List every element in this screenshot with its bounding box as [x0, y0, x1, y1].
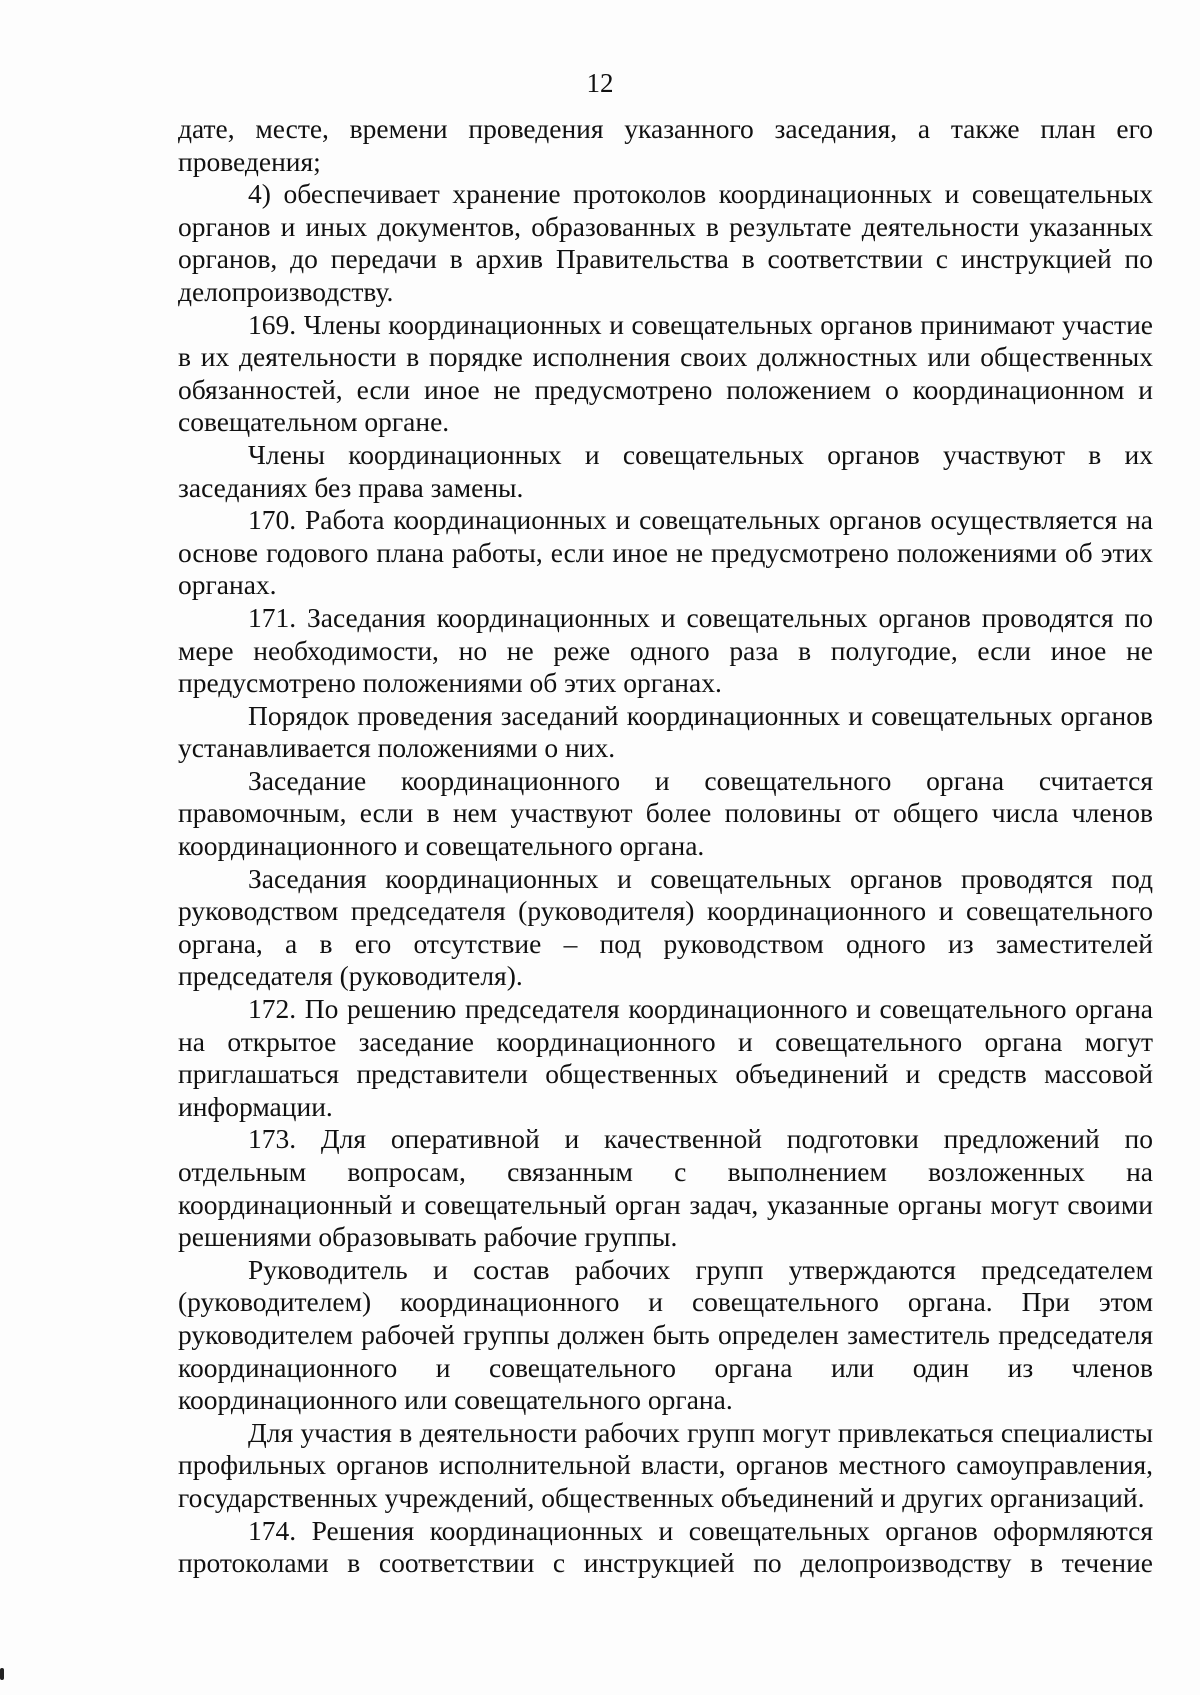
paragraph-11: 173. Для оперативной и качественной подготовки предложений по отдельным вопросам, связанным с выполнением возложенных на координационный и совещательный орган задач, указанные органы могут своими решениями образовывать рабочие группы. — [178, 1123, 1153, 1253]
paragraph-10: 172. По решению председателя координационного и совещательного органа на открытое заседание координационного и совещательного органа могут приглашаться представители общественных объединений и средств массовой информации. — [178, 993, 1153, 1122]
paragraph-7: Порядок проведения заседаний координационных и совещательных органов устанавливается положениями о них. — [178, 699, 1153, 764]
document-body — [178, 113, 1153, 1580]
paragraph-1: дате, месте, времени проведения указанного заседания, а также план его проведения; — [178, 113, 1153, 177]
paragraph-9: Заседания координационных и совещательных органов проводятся под руководством председателя (руководителя) координационного и совещательного органа, а в его отсутствие – под руководством одного из заместителей председателя (руководителя). — [178, 862, 1153, 992]
paragraph-6: 171. Заседания координационных и совещательных органов проводятся по мере необходимости, но не реже одного раза в полугодие, если иное не предусмотрено положениями об этих органах. — [178, 601, 1153, 699]
paragraph-4: Члены координационных и совещательных органов участвуют в их заседаниях без права замены. — [178, 438, 1153, 503]
paragraph-3: 169. Члены координационных и совещательных органов принимают участие в их деятельности в порядке исполнения своих должностных или общественных обязанностей, если иное не предусмотрено положением о координационном и совещательном органе. — [178, 308, 1153, 438]
paragraph-14: 174. Решения координационных и совещательных органов оформляются протоколами в соответствии с инструкцией по делопроизводству в течение — [178, 1514, 1153, 1579]
paragraph-13: Для участия в деятельности рабочих групп могут привлекаться специалисты профильных органов исполнительной власти, органов местного самоуправления, государственных учреждений, общественных объединений и других организаций. — [178, 1416, 1153, 1513]
paragraph-2: 4) обеспечивает хранение протоколов координационных и совещательных органов и иных документов, образованных в результате деятельности указанных органов, до передачи в архив Правительства в соответствии с инструкцией по делопроизводству. — [178, 178, 1153, 307]
paragraph-8: Заседание координационного и совещательного органа считается правомочным, если в нем участвуют более половины от общего числа членов координационного и совещательного органа. — [178, 764, 1153, 862]
scan-edge-mark — [0, 1668, 4, 1680]
page-number: 12 — [586, 68, 614, 98]
paragraph-12: Руководитель и состав рабочих групп утверждаются председателем (руководителем) координационного и совещательного органа. При этом руководителем рабочей группы должен быть определен заместитель председателя координационного и совещательного органа или один из членов координационного или совещательного органа. — [178, 1253, 1153, 1416]
paragraph-5: 170. Работа координационных и совещательных органов осуществляется на основе годового плана работы, если иное не предусмотрено положениями об этих органах. — [178, 504, 1153, 601]
